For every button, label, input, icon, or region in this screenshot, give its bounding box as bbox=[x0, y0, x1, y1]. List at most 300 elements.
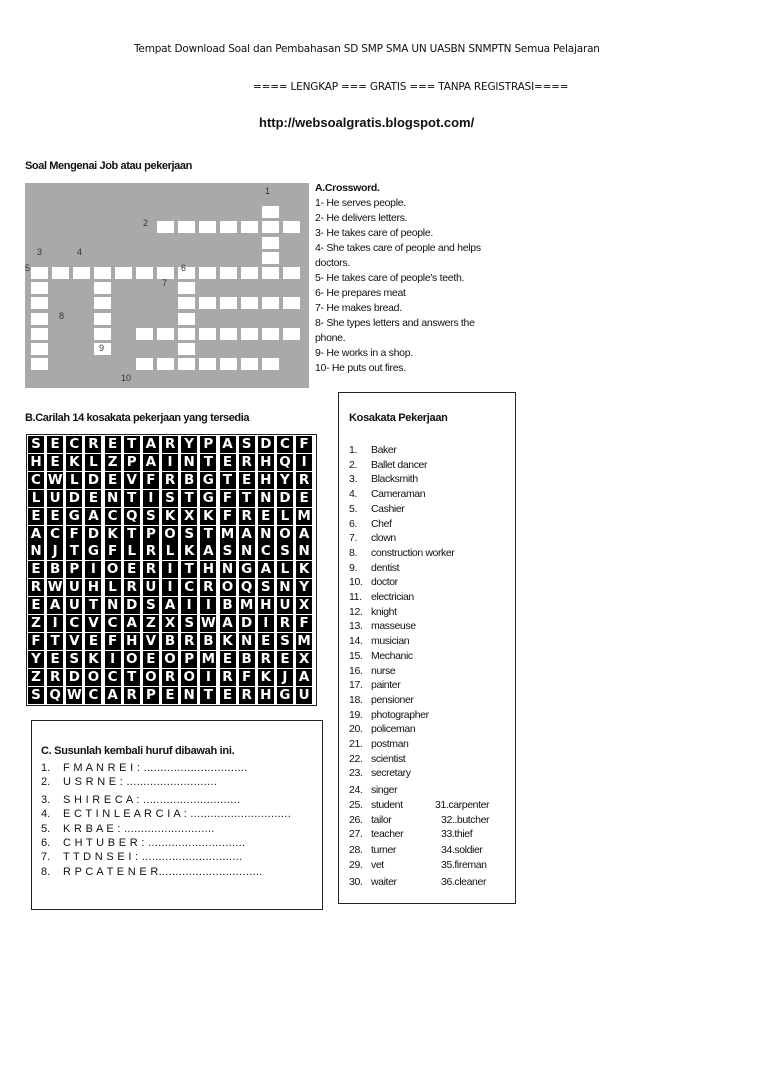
wordsearch-letter[interactable]: O bbox=[143, 669, 159, 686]
crossword-cell[interactable] bbox=[94, 282, 111, 294]
crossword-cell[interactable] bbox=[94, 297, 111, 309]
crossword-cell[interactable] bbox=[220, 328, 237, 340]
wordsearch-letter[interactable]: R bbox=[162, 472, 178, 489]
crossword-cell[interactable] bbox=[199, 221, 216, 233]
wordsearch-letter[interactable]: T bbox=[47, 633, 63, 650]
wordsearch-letter[interactable]: I bbox=[162, 579, 178, 596]
crossword-cell[interactable] bbox=[178, 297, 195, 309]
wordsearch-letter[interactable]: T bbox=[124, 490, 140, 507]
wordsearch-letter[interactable]: I bbox=[47, 615, 63, 632]
wordsearch-letter[interactable]: N bbox=[239, 543, 255, 560]
wordsearch-letter[interactable]: B bbox=[239, 651, 255, 668]
wordsearch-letter[interactable]: J bbox=[47, 543, 63, 560]
wordsearch-letter[interactable]: R bbox=[28, 579, 44, 596]
wordsearch-letter[interactable]: C bbox=[105, 508, 121, 525]
wordsearch-letter[interactable]: R bbox=[47, 669, 63, 686]
vocab-number: 25. bbox=[349, 798, 363, 811]
wordsearch-letter[interactable]: F bbox=[66, 526, 82, 543]
crossword-cell[interactable] bbox=[157, 358, 174, 370]
wordsearch-letter[interactable]: E bbox=[105, 436, 121, 453]
wordsearch-letter[interactable]: E bbox=[277, 651, 293, 668]
wordsearch-letter[interactable]: A bbox=[258, 561, 274, 578]
wordsearch-letter[interactable]: J bbox=[277, 669, 293, 686]
crossword-cell[interactable] bbox=[283, 297, 300, 309]
wordsearch-letter[interactable]: T bbox=[124, 526, 140, 543]
wordsearch-letter[interactable]: F bbox=[239, 669, 255, 686]
crossword-number: 7 bbox=[162, 278, 168, 288]
wordsearch-letter[interactable]: N bbox=[181, 687, 197, 704]
wordsearch-letter[interactable]: Y bbox=[296, 579, 312, 596]
wordsearch-letter[interactable]: P bbox=[143, 687, 159, 704]
wordsearch-letter[interactable]: N bbox=[105, 490, 121, 507]
vocab-item bbox=[349, 444, 396, 456]
crossword-cell[interactable] bbox=[136, 267, 153, 279]
wordsearch-letter[interactable]: R bbox=[143, 561, 159, 578]
wordsearch-letter[interactable]: I bbox=[181, 597, 197, 614]
crossword-cell[interactable] bbox=[220, 221, 237, 233]
wordsearch-letter[interactable]: D bbox=[239, 615, 255, 632]
wordsearch-letter[interactable]: R bbox=[143, 543, 159, 560]
wordsearch-letter[interactable]: R bbox=[162, 669, 178, 686]
crossword-cell[interactable] bbox=[157, 328, 174, 340]
wordsearch-letter[interactable]: T bbox=[66, 543, 82, 560]
wordsearch-letter[interactable]: K bbox=[105, 526, 121, 543]
wordsearch-letter[interactable]: A bbox=[105, 687, 121, 704]
wordsearch-letter[interactable]: E bbox=[28, 508, 44, 525]
wordsearch-letter[interactable]: X bbox=[162, 615, 178, 632]
wordsearch-letter[interactable]: E bbox=[47, 508, 63, 525]
wordsearch-letter[interactable]: U bbox=[277, 597, 293, 614]
wordsearch-letter[interactable]: W bbox=[47, 471, 63, 488]
scramble-title: C. Susunlah kembali huruf dibawah ini. bbox=[41, 745, 235, 757]
vocab-number: 30. bbox=[349, 876, 363, 889]
wordsearch-letter[interactable]: B bbox=[47, 561, 63, 578]
wordsearch-letter[interactable]: A bbox=[162, 597, 178, 614]
wordsearch-letter[interactable]: L bbox=[124, 543, 140, 560]
wordsearch-letter[interactable]: N bbox=[105, 597, 121, 614]
wordsearch-letter[interactable]: L bbox=[105, 579, 121, 596]
wordsearch-letter[interactable]: D bbox=[277, 490, 293, 507]
crossword-cell[interactable] bbox=[115, 267, 132, 279]
wordsearch-letter[interactable]: W bbox=[200, 615, 216, 631]
wordsearch-letter[interactable]: I bbox=[258, 615, 274, 632]
wordsearch-letter[interactable]: L bbox=[66, 472, 82, 489]
crossword-cell[interactable] bbox=[52, 267, 69, 279]
wordsearch-letter[interactable]: S bbox=[239, 436, 255, 453]
wordsearch-letter[interactable]: S bbox=[66, 651, 82, 668]
crossword-cell[interactable] bbox=[262, 206, 279, 218]
crossword-cell[interactable] bbox=[31, 267, 48, 279]
wordsearch-letter[interactable]: V bbox=[143, 633, 159, 650]
wordsearch-letter[interactable]: Y bbox=[181, 436, 197, 453]
wordsearch-letter[interactable]: F bbox=[105, 633, 121, 650]
wordsearch-letter[interactable]: C bbox=[105, 669, 121, 686]
crossword-cell[interactable] bbox=[178, 221, 195, 233]
wordsearch-letter[interactable]: S bbox=[143, 597, 159, 614]
crossword-cell[interactable] bbox=[31, 297, 48, 309]
wordsearch-letter[interactable]: D bbox=[85, 526, 101, 543]
wordsearch-letter[interactable]: K bbox=[181, 543, 197, 560]
wordsearch-letter[interactable]: S bbox=[277, 543, 293, 560]
wordsearch-letter[interactable]: B bbox=[162, 633, 178, 650]
wordsearch-letter[interactable]: E bbox=[85, 633, 101, 650]
wordsearch-letter[interactable]: C bbox=[105, 615, 121, 632]
wordsearch-letter[interactable]: Q bbox=[124, 508, 140, 525]
wordsearch-letter[interactable]: E bbox=[258, 633, 274, 650]
wordsearch-letter[interactable]: C bbox=[258, 543, 274, 560]
crossword-cell[interactable] bbox=[241, 267, 258, 279]
wordsearch-letter[interactable]: S bbox=[162, 490, 178, 507]
wordsearch-letter[interactable]: O bbox=[105, 561, 121, 578]
crossword-cell[interactable] bbox=[241, 297, 258, 309]
wordsearch-letter[interactable]: I bbox=[200, 669, 216, 686]
vocab-item bbox=[349, 591, 414, 603]
wordsearch-letter[interactable]: A bbox=[239, 526, 255, 543]
wordsearch-letter[interactable]: L bbox=[277, 561, 293, 578]
wordsearch-letter[interactable]: A bbox=[47, 597, 63, 614]
wordsearch-letter[interactable]: O bbox=[162, 526, 178, 543]
crossword-cell[interactable] bbox=[178, 282, 195, 294]
vocab-word: painter bbox=[371, 679, 401, 692]
crossword-number: 5 bbox=[25, 263, 31, 273]
wordsearch-letter[interactable]: R bbox=[124, 579, 140, 596]
wordsearch-letter[interactable]: P bbox=[200, 436, 216, 453]
wordsearch-letter[interactable]: E bbox=[47, 436, 63, 453]
wordsearch-letter[interactable]: X bbox=[296, 597, 312, 614]
wordsearch-letter[interactable]: L bbox=[28, 490, 44, 507]
wordsearch-letter[interactable]: N bbox=[277, 579, 293, 596]
wordsearch-letter[interactable]: C bbox=[28, 472, 44, 489]
wordsearch-letter[interactable]: Z bbox=[143, 615, 159, 632]
wordsearch-letter[interactable]: F bbox=[296, 436, 312, 453]
wordsearch-letter[interactable]: G bbox=[239, 561, 255, 578]
crossword-cell[interactable] bbox=[283, 221, 300, 233]
crossword-cell[interactable] bbox=[178, 343, 195, 355]
wordsearch-letter[interactable]: L bbox=[162, 543, 178, 560]
wordsearch-letter[interactable]: K bbox=[85, 651, 101, 668]
wordsearch-letter[interactable]: N bbox=[296, 543, 312, 560]
wordsearch-letter[interactable]: R bbox=[162, 436, 178, 453]
wordsearch-letter[interactable]: R bbox=[200, 579, 216, 596]
wordsearch-letter[interactable]: E bbox=[105, 472, 121, 489]
wordsearch-letter[interactable]: Y bbox=[277, 472, 293, 489]
wordsearch-letter[interactable]: E bbox=[220, 454, 236, 471]
crossword-cell[interactable] bbox=[241, 328, 258, 340]
wordsearch-letter[interactable]: I bbox=[85, 561, 101, 578]
wordsearch-letter[interactable]: F bbox=[28, 633, 44, 650]
crossword-cell[interactable] bbox=[199, 358, 216, 370]
wordsearch-letter[interactable]: C bbox=[66, 436, 82, 453]
wordsearch-letter[interactable]: U bbox=[66, 579, 82, 596]
wordsearch-letter[interactable]: N bbox=[220, 561, 236, 578]
wordsearch-letter[interactable]: A bbox=[28, 526, 44, 543]
wordsearch-letter[interactable]: N bbox=[181, 454, 197, 471]
crossword-cell[interactable] bbox=[199, 297, 216, 309]
wordsearch-letter[interactable]: R bbox=[124, 687, 140, 704]
wordsearch-letter[interactable]: R bbox=[239, 687, 255, 704]
wordsearch-letter[interactable]: N bbox=[258, 490, 274, 507]
wordsearch-letter[interactable]: P bbox=[143, 526, 159, 543]
crossword-cell[interactable] bbox=[262, 237, 279, 249]
wordsearch-letter[interactable]: A bbox=[220, 615, 236, 632]
wordsearch-letter[interactable]: S bbox=[181, 615, 197, 632]
wordsearch-letter[interactable]: O bbox=[181, 669, 197, 686]
wordsearch-letter[interactable]: C bbox=[47, 526, 63, 543]
wordsearch-letter[interactable]: G bbox=[200, 472, 216, 489]
wordsearch-letter[interactable]: D bbox=[258, 436, 274, 453]
wordsearch-letter[interactable]: Q bbox=[239, 579, 255, 596]
wordsearch-letter[interactable]: H bbox=[124, 633, 140, 650]
wordsearch-letter[interactable]: E bbox=[220, 687, 236, 704]
crossword-cell[interactable] bbox=[220, 358, 237, 370]
vocab-number: 7. bbox=[349, 532, 357, 545]
wordsearch-letter[interactable]: V bbox=[85, 615, 101, 632]
wordsearch-letter[interactable]: H bbox=[85, 579, 101, 596]
wordsearch-letter[interactable]: C bbox=[181, 579, 197, 596]
crossword-cell[interactable] bbox=[31, 328, 48, 340]
wordsearch-letter[interactable]: Z bbox=[28, 669, 44, 686]
wordsearch-letter[interactable]: M bbox=[297, 507, 311, 524]
crossword-cell[interactable] bbox=[283, 328, 300, 340]
wordsearch-letter[interactable]: D bbox=[85, 472, 101, 489]
wordsearch-letter[interactable]: P bbox=[181, 651, 197, 668]
wordsearch-letter[interactable]: Y bbox=[28, 651, 44, 668]
wordsearch-letter[interactable]: A bbox=[124, 615, 140, 632]
wordsearch-row bbox=[27, 454, 316, 472]
wordsearch-letter[interactable]: F bbox=[105, 543, 121, 560]
wordsearch-letter[interactable]: D bbox=[124, 597, 140, 614]
wordsearch-letter[interactable]: E bbox=[47, 454, 63, 471]
vocab-word: electrician bbox=[371, 591, 414, 603]
wordsearch-letter[interactable]: G bbox=[66, 508, 82, 525]
wordsearch-letter[interactable]: B bbox=[200, 633, 216, 650]
crossword-cell[interactable] bbox=[178, 358, 195, 370]
crossword-cell[interactable] bbox=[178, 328, 195, 340]
wordsearch-letter[interactable]: E bbox=[296, 490, 312, 507]
wordsearch-letter[interactable]: N bbox=[28, 543, 44, 560]
wordsearch-letter[interactable]: E bbox=[143, 651, 159, 668]
wordsearch-letter[interactable]: E bbox=[220, 651, 236, 668]
wordsearch-letter[interactable]: E bbox=[239, 472, 255, 489]
wordsearch-letter[interactable]: P bbox=[66, 561, 82, 578]
wordsearch-letter[interactable]: E bbox=[47, 651, 63, 668]
crossword-title: A.Crossword. bbox=[315, 182, 380, 194]
wordsearch-letter[interactable]: O bbox=[85, 669, 101, 686]
wordsearch-letter[interactable]: T bbox=[200, 526, 216, 543]
crossword-cell[interactable] bbox=[94, 267, 111, 279]
wordsearch-letter[interactable]: I bbox=[143, 490, 159, 507]
wordsearch-letter[interactable]: T bbox=[239, 490, 255, 507]
crossword-cell[interactable] bbox=[136, 328, 153, 340]
wordsearch-letter[interactable]: C bbox=[66, 615, 82, 632]
wordsearch-letter[interactable]: O bbox=[124, 651, 140, 668]
wordsearch-letter[interactable]: M bbox=[220, 525, 235, 542]
wordsearch-letter[interactable]: L bbox=[85, 454, 101, 471]
wordsearch-letter[interactable]: D bbox=[66, 669, 82, 686]
wordsearch-letter[interactable]: A bbox=[296, 669, 312, 686]
wordsearch-letter[interactable]: A bbox=[143, 454, 159, 471]
wordsearch-letter[interactable]: C bbox=[277, 436, 293, 453]
crossword-cell[interactable] bbox=[283, 267, 300, 279]
wordsearch-letter[interactable]: Z bbox=[105, 454, 121, 471]
wordsearch-letter[interactable]: T bbox=[181, 561, 197, 578]
wordsearch-letter[interactable]: T bbox=[85, 597, 101, 614]
wordsearch-letter[interactable]: S bbox=[28, 436, 44, 453]
wordsearch-letter[interactable]: F bbox=[220, 508, 236, 525]
wordsearch-letter[interactable]: R bbox=[85, 436, 101, 453]
wordsearch-letter[interactable]: E bbox=[162, 687, 178, 704]
wordsearch-letter[interactable]: K bbox=[258, 669, 274, 686]
wordsearch-letter[interactable]: T bbox=[124, 436, 140, 453]
wordsearch-letter[interactable]: U bbox=[143, 579, 159, 596]
wordsearch-letter[interactable]: G bbox=[277, 687, 293, 704]
wordsearch-letter[interactable]: H bbox=[258, 454, 274, 471]
wordsearch-letter[interactable]: E bbox=[258, 508, 274, 525]
crossword-cell[interactable] bbox=[220, 297, 237, 309]
crossword-cell[interactable] bbox=[157, 221, 174, 233]
wordsearch-letter[interactable]: B bbox=[181, 472, 197, 489]
wordsearch-letter[interactable]: N bbox=[239, 633, 255, 650]
wordsearch-letter[interactable]: S bbox=[143, 508, 159, 525]
wordsearch-letter[interactable]: E bbox=[85, 490, 101, 507]
wordsearch-letter[interactable]: E bbox=[28, 561, 44, 578]
wordsearch-letter[interactable]: K bbox=[66, 454, 82, 471]
crossword-cell[interactable] bbox=[262, 221, 279, 233]
wordsearch-letter[interactable]: M bbox=[201, 650, 216, 667]
wordsearch-letter[interactable]: M bbox=[297, 632, 311, 649]
scramble-text: T T D N S E I : .............................. bbox=[63, 851, 243, 864]
website-url[interactable]: http://websoalgratis.blogspot.com/ bbox=[259, 115, 475, 130]
crossword-cell[interactable] bbox=[199, 267, 216, 279]
crossword-cell[interactable] bbox=[31, 358, 48, 370]
wordsearch-letter[interactable]: T bbox=[200, 454, 216, 471]
wordsearch-letter[interactable]: R bbox=[239, 508, 255, 525]
wordsearch-letter[interactable]: R bbox=[277, 615, 293, 632]
wordsearch-letter[interactable]: T bbox=[181, 490, 197, 507]
wordsearch-letter[interactable]: N bbox=[258, 526, 274, 543]
wordsearch-letter[interactable]: I bbox=[200, 597, 216, 614]
wordsearch-letter[interactable]: F bbox=[296, 615, 312, 632]
crossword-cell[interactable] bbox=[241, 221, 258, 233]
wordsearch-letter[interactable]: M bbox=[239, 597, 254, 614]
wordsearch-letter[interactable]: F bbox=[220, 490, 236, 507]
crossword-cell[interactable] bbox=[94, 313, 111, 325]
crossword-cell[interactable] bbox=[136, 358, 153, 370]
wordsearch-letter[interactable]: A bbox=[220, 436, 236, 453]
crossword-cell[interactable] bbox=[220, 267, 237, 279]
wordsearch-letter[interactable]: W bbox=[66, 686, 82, 703]
crossword-cell[interactable] bbox=[31, 313, 48, 325]
crossword-cell[interactable] bbox=[178, 313, 195, 325]
vocab-word: knight bbox=[371, 605, 397, 618]
wordsearch-letter[interactable]: R bbox=[220, 669, 236, 686]
vocab-number: 5. bbox=[349, 502, 357, 515]
wordsearch-letter[interactable]: A bbox=[200, 543, 216, 560]
wordsearch-letter[interactable]: U bbox=[296, 687, 312, 704]
wordsearch-letter[interactable]: A bbox=[143, 436, 159, 453]
wordsearch-letter[interactable]: I bbox=[162, 561, 178, 578]
wordsearch-letter[interactable]: R bbox=[258, 651, 274, 668]
wordsearch-letter[interactable]: V bbox=[124, 472, 140, 489]
wordsearch-letter[interactable]: K bbox=[220, 633, 236, 650]
wordsearch-letter[interactable]: H bbox=[28, 454, 44, 471]
wordsearch-letter[interactable]: H bbox=[200, 561, 216, 578]
wordsearch-letter[interactable]: I bbox=[162, 454, 178, 471]
wordsearch-letter[interactable]: U bbox=[66, 597, 82, 614]
wordsearch-letter[interactable]: A bbox=[85, 508, 101, 525]
wordsearch-letter[interactable]: Q bbox=[277, 454, 293, 471]
wordsearch-letter[interactable]: U bbox=[47, 490, 63, 507]
wordsearch-letter[interactable]: O bbox=[220, 579, 236, 596]
wordsearch-letter[interactable]: W bbox=[47, 579, 63, 596]
wordsearch-letter[interactable]: C bbox=[85, 687, 101, 704]
wordsearch-letter[interactable]: I bbox=[296, 454, 312, 471]
wordsearch-letter[interactable]: S bbox=[28, 687, 44, 704]
crossword-cell[interactable] bbox=[31, 343, 48, 355]
wordsearch-letter[interactable]: K bbox=[162, 508, 178, 525]
wordsearch-letter[interactable]: S bbox=[258, 579, 274, 596]
wordsearch-letter[interactable]: H bbox=[258, 687, 274, 704]
wordsearch-letter[interactable]: S bbox=[277, 633, 293, 650]
crossword-cell[interactable] bbox=[241, 358, 258, 370]
wordsearch-letter[interactable]: G bbox=[85, 543, 101, 560]
wordsearch-letter[interactable]: X bbox=[181, 508, 197, 525]
wordsearch-letter[interactable]: K bbox=[296, 561, 312, 578]
crossword-number: 10 bbox=[121, 373, 132, 383]
wordsearch-letter[interactable]: Z bbox=[28, 615, 44, 632]
wordsearch-letter[interactable]: F bbox=[143, 472, 159, 489]
vocab-word: policeman bbox=[371, 723, 416, 736]
crossword-cell[interactable] bbox=[262, 252, 279, 264]
wordsearch-letter[interactable]: R bbox=[181, 633, 197, 650]
wordsearch-letter[interactable]: L bbox=[277, 508, 293, 525]
wordsearch-letter[interactable]: P bbox=[124, 454, 140, 471]
wordsearch-letter[interactable]: T bbox=[200, 687, 216, 704]
crossword-cell[interactable] bbox=[262, 358, 279, 370]
wordsearch-letter[interactable]: Q bbox=[47, 687, 63, 704]
wordsearch-letter[interactable]: O bbox=[277, 526, 293, 543]
wordsearch-letter[interactable]: O bbox=[162, 651, 178, 668]
crossword-cell[interactable] bbox=[73, 267, 90, 279]
wordsearch-letter[interactable]: V bbox=[66, 633, 82, 650]
crossword-cell[interactable] bbox=[262, 297, 279, 309]
wordsearch-letter[interactable]: D bbox=[66, 490, 82, 507]
crossword-cell[interactable] bbox=[262, 267, 279, 279]
wordsearch-letter[interactable]: R bbox=[239, 454, 255, 471]
wordsearch-letter[interactable]: E bbox=[28, 597, 44, 614]
wordsearch-letter[interactable]: I bbox=[105, 651, 121, 668]
wordsearch-letter[interactable]: S bbox=[220, 543, 236, 560]
crossword-cell[interactable] bbox=[94, 328, 111, 340]
wordsearch-letter[interactable]: E bbox=[124, 561, 140, 578]
wordsearch-letter[interactable]: X bbox=[296, 651, 312, 668]
crossword-cell[interactable] bbox=[199, 328, 216, 340]
crossword-cell[interactable] bbox=[31, 282, 48, 294]
wordsearch-letter[interactable]: H bbox=[258, 597, 274, 614]
wordsearch-letter[interactable]: K bbox=[200, 508, 216, 525]
wordsearch-letter[interactable]: R bbox=[296, 472, 312, 489]
wordsearch-letter[interactable]: S bbox=[181, 526, 197, 543]
wordsearch-letter[interactable]: T bbox=[220, 472, 236, 489]
crossword-cell[interactable] bbox=[262, 328, 279, 340]
wordsearch-letter[interactable]: H bbox=[258, 472, 274, 489]
topic-title: Soal Mengenai Job atau pekerjaan bbox=[25, 160, 192, 172]
vocab-word: secretary bbox=[371, 767, 411, 780]
wordsearch-letter[interactable]: A bbox=[296, 526, 312, 543]
wordsearch-letter[interactable]: G bbox=[200, 490, 216, 507]
wordsearch-letter[interactable]: T bbox=[124, 669, 140, 686]
wordsearch-letter[interactable]: B bbox=[220, 597, 236, 614]
